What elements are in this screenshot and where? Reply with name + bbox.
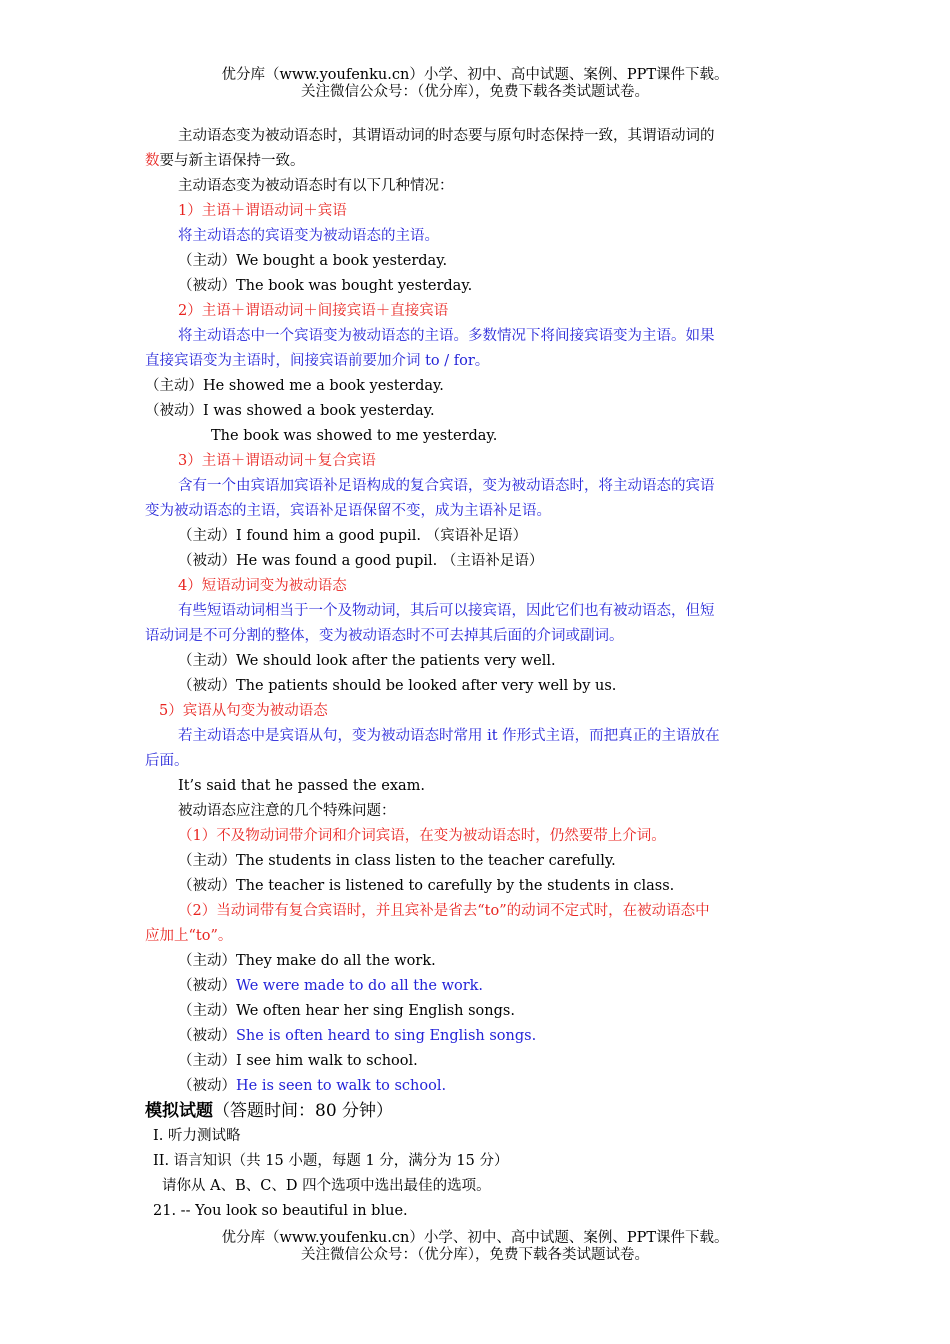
mock-instruction: 请你从 A、B、C、D 四个选项中选出最佳的选项。 bbox=[162, 1178, 491, 1194]
intro-text-cont: 要与新主语保持一致。 bbox=[159, 153, 305, 169]
header-line-1: 优分库（www.youfenku.cn）小学、初中、高中试题、案例、PPT课件下载。 bbox=[221, 67, 729, 83]
case5-example: It’s said that he passed the exam. bbox=[178, 778, 426, 794]
special-point-2-title-line-2: 应加上“to”。 bbox=[145, 928, 233, 944]
special-ex1-passive bbox=[145, 974, 807, 999]
mock-test-heading bbox=[145, 1099, 807, 1124]
mock-part-1: I. 听力测试略 bbox=[153, 1128, 241, 1144]
case1-active-example: （主动）We bought a book yesterday. bbox=[178, 253, 448, 269]
example-sentence: She is often heard to sing English songs. bbox=[236, 1028, 537, 1044]
page-footer bbox=[0, 1230, 950, 1264]
case2-passive-example-2: The book was showed to me yesterday. bbox=[211, 428, 498, 444]
case4-description-line-2: 语动词是不可分割的整体，变为被动语态时不可去掉其后面的介词或副词。 bbox=[145, 628, 624, 644]
passive-label: （被动） bbox=[178, 978, 236, 994]
case1-passive-example: （被动）The book was bought yesterday. bbox=[178, 278, 473, 294]
case3-passive-example: （被动）He was found a good pupil. （主语补足语） bbox=[178, 553, 544, 569]
intro-text: 主动语态变为被动语态时，其谓语动词的时态要与原句时态保持一致，其谓语动词的 bbox=[178, 128, 715, 144]
special-heading: 被动语态应注意的几个特殊问题： bbox=[178, 803, 396, 819]
special-ex1-active bbox=[145, 949, 807, 974]
mock-test-title: 模拟试题 bbox=[145, 1101, 213, 1121]
case3-active-example: （主动）I found him a good pupil. （宾语补足语） bbox=[178, 528, 528, 544]
intro-paragraph-line-2 bbox=[145, 149, 807, 174]
example-sentence: I see him walk to school. bbox=[236, 1053, 418, 1069]
case1-description: 将主动语态的宾语变为被动语态的主语。 bbox=[178, 228, 439, 244]
intro-cases-line: 主动语态变为被动语态时有以下几种情况： bbox=[178, 178, 454, 194]
case2-description-line-1: 将主动语态中一个宾语变为被动语态的主语。多数情况下将间接宾语变为主语。如果 bbox=[178, 328, 715, 344]
case2-active-example: （主动）He showed me a book yesterday. bbox=[145, 378, 444, 394]
special-ex2-active bbox=[145, 999, 807, 1024]
case5-title: 5）宾语从句变为被动语态 bbox=[159, 703, 328, 719]
case4-active-example: （主动）We should look after the patients very well. bbox=[178, 653, 556, 669]
document-body bbox=[145, 124, 807, 1224]
case2-passive-example: （被动）I was showed a book yesterday. bbox=[145, 403, 435, 419]
special-ex3-passive bbox=[145, 1074, 807, 1099]
case1-title: 1）主语＋谓语动词＋宾语 bbox=[178, 203, 347, 219]
special-point-2-title-line-1: （2）当动词带有复合宾语时，并且宾补是省去“to”的动词不定式时，在被动语态中 bbox=[178, 903, 710, 919]
special-point-1-active: （主动）The students in class listen to the teacher carefully. bbox=[178, 853, 616, 869]
case3-title: 3）主语＋谓语动词＋复合宾语 bbox=[178, 453, 376, 469]
case4-description-line-1: 有些短语动词相当于一个及物动词，其后可以接宾语，因此它们也有被动语态，但短 bbox=[178, 603, 715, 619]
intro-paragraph-line-1 bbox=[145, 124, 807, 149]
active-label: （主动） bbox=[178, 953, 236, 969]
example-sentence: He is seen to walk to school. bbox=[236, 1078, 447, 1094]
case3-description-line-2: 变为被动语态的主语，宾语补足语保留不变，成为主语补足语。 bbox=[145, 503, 551, 519]
mock-part-2: II. 语言知识（共 15 小题，每题 1 分，满分为 15 分） bbox=[153, 1153, 509, 1169]
footer-line-2: 关注微信公众号：（优分库），免费下载各类试题试卷。 bbox=[301, 1247, 649, 1263]
active-label: （主动） bbox=[178, 1003, 236, 1019]
highlight-number: 数 bbox=[145, 153, 160, 169]
case2-title: 2）主语＋谓语动词＋间接宾语＋直接宾语 bbox=[178, 303, 449, 319]
passive-label: （被动） bbox=[178, 1028, 236, 1044]
special-point-1-title: （1）不及物动词带介词和介词宾语，在变为被动语态时，仍然要带上介词。 bbox=[178, 828, 666, 844]
case3-description-line-1: 含有一个由宾语加宾语补足语构成的复合宾语，变为被动语态时，将主动语态的宾语 bbox=[178, 478, 715, 494]
example-sentence: They make do all the work. bbox=[236, 953, 436, 969]
special-ex2-passive bbox=[145, 1024, 807, 1049]
mock-test-time: （答题时间：80 分钟） bbox=[213, 1101, 394, 1121]
special-point-1-passive: （被动）The teacher is listened to carefully by the students in class. bbox=[178, 878, 675, 894]
case5-description-line-2: 后面。 bbox=[145, 753, 189, 769]
case2-description-line-2: 直接宾语变为主语时，间接宾语前要加介词 to / for。 bbox=[145, 353, 490, 369]
question-21: 21. -- You look so beautiful in blue. bbox=[153, 1203, 408, 1219]
case4-title: 4）短语动词变为被动语态 bbox=[178, 578, 347, 594]
footer-line-1: 优分库（www.youfenku.cn）小学、初中、高中试题、案例、PPT课件下载。 bbox=[221, 1230, 729, 1246]
page-header bbox=[0, 67, 950, 101]
case5-description-line-1: 若主动语态中是宾语从句，变为被动语态时常用 it 作形式主语，而把真正的主语放在 bbox=[178, 728, 720, 744]
example-sentence: We were made to do all the work. bbox=[236, 978, 484, 994]
active-label: （主动） bbox=[178, 1053, 236, 1069]
case4-passive-example: （被动）The patients should be looked after very well by us. bbox=[178, 678, 617, 694]
special-ex3-active bbox=[145, 1049, 807, 1074]
passive-label: （被动） bbox=[178, 1078, 236, 1094]
example-sentence: We often hear her sing English songs. bbox=[236, 1003, 515, 1019]
header-line-2: 关注微信公众号：（优分库），免费下载各类试题试卷。 bbox=[301, 84, 649, 100]
